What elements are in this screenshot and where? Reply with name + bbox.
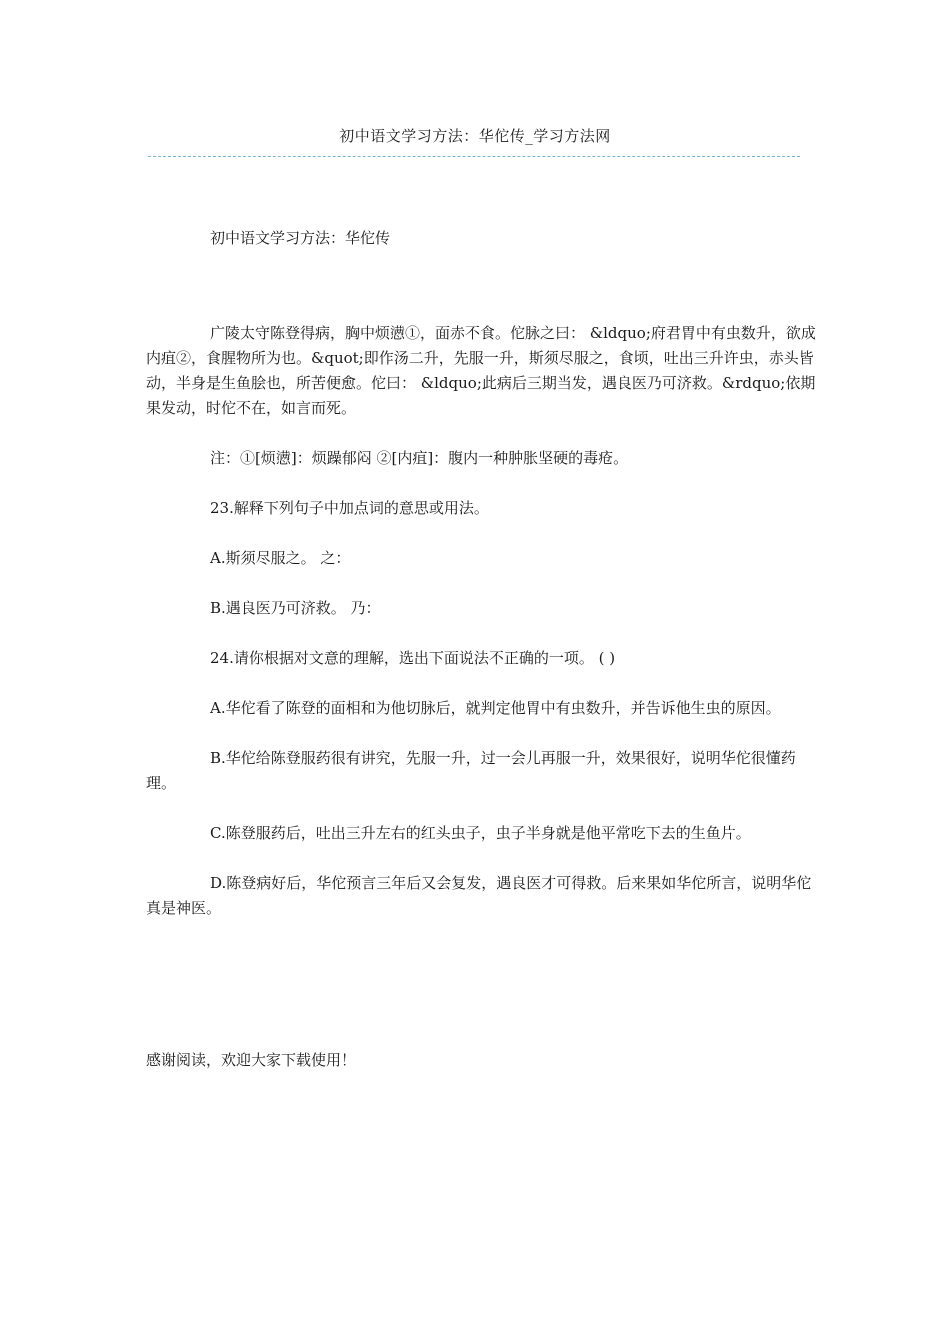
classical-passage: 广陵太守陈登得病，胸中烦懑①，面赤不食。佗脉之曰： &ldquo;府君胃中有虫数升，欲成内疽②，食腥物所为也。&quot;即作汤二升，先服一升，斯须尽服之，食顷，吐出三升许虫，赤头皆动，半身是生鱼脍也，所苦便愈。佗曰： &ldquo;此病后三期当发，遇良医乃可济救。&rdquo;依期果发动，时佗不在，如言而死。	[146, 324, 816, 417]
article-title: 初中语文学习方法：华佗传	[210, 229, 391, 247]
question-24-option-a: A.华佗看了陈登的面相和为他切脉后，就判定他胃中有虫数升，并告诉他生虫的原因。	[210, 699, 781, 717]
question-23-option-b: B.遇良医乃可济救。 乃：	[210, 599, 381, 617]
question-24: 24.请你根据对文意的理解，选出下面说法不正确的一项。 ( )	[210, 649, 616, 667]
question-24-option-d: D.陈登病好后，华佗预言三年后又会复发，遇良医才可得救。后来果如华佗所言，说明华佗真是神医。	[146, 874, 812, 917]
question-23: 23.解释下列句子中加点词的意思或用法。	[210, 499, 489, 517]
header-divider	[148, 156, 800, 157]
page-header-title: 初中语文学习方法：华佗传_学习方法网	[339, 127, 611, 145]
question-24-option-c: C.陈登服药后，吐出三升左右的红头虫子，虫子半身就是他平常吃下去的生鱼片。	[210, 824, 751, 842]
article-body	[146, 226, 818, 921]
closing-thanks: 感谢阅读，欢迎大家下载使用！	[146, 1051, 357, 1069]
question-24-option-b: B.华佗给陈登服药很有讲究，先服一升，过一会儿再服一升，效果很好，说明华佗很懂药理。	[146, 749, 796, 792]
question-23-option-a: A.斯须尽服之。 之：	[210, 549, 351, 567]
annotation-note: 注：①[烦懑]：烦躁郁闷 ②[内疽]：腹内一种肿胀坚硬的毒疮。	[210, 449, 629, 467]
